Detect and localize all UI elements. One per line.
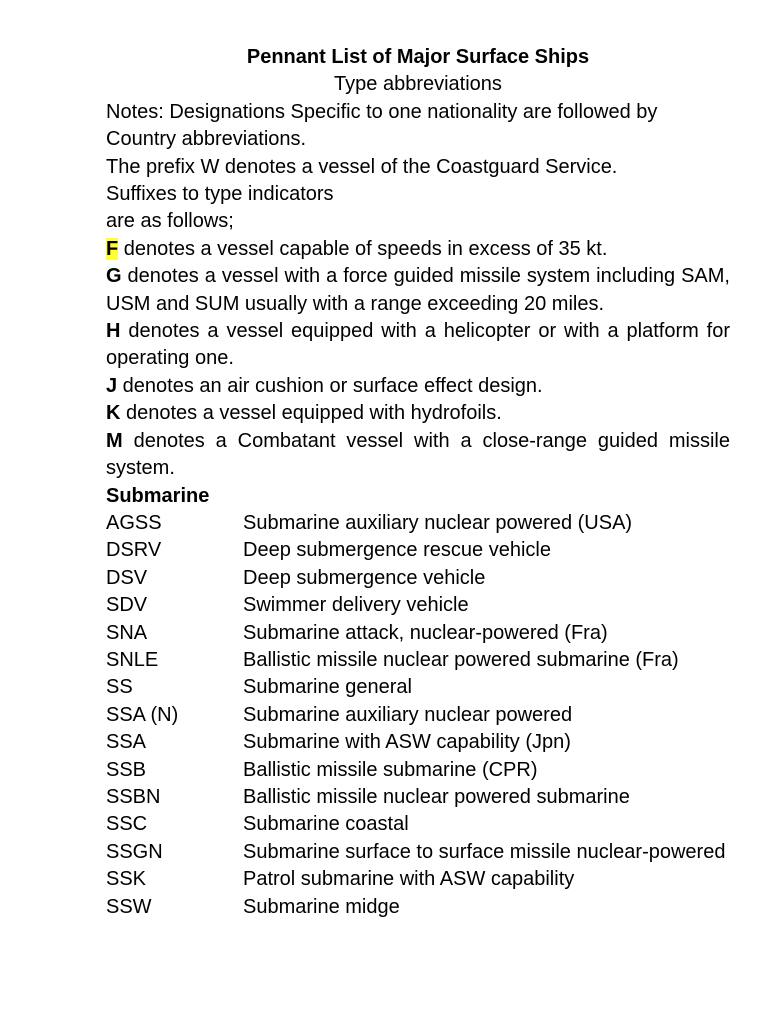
suffix-text: denotes a Combatant vessel with a close-range guided missile system. xyxy=(106,429,730,480)
list-item xyxy=(106,702,730,729)
type-description: Deep submergence vehicle xyxy=(243,566,486,589)
type-code: DSRV xyxy=(106,539,162,562)
type-description: Ballistic missile nuclear powered submarine (Fra) xyxy=(243,648,679,671)
suffix-letter: H xyxy=(106,320,121,343)
list-item xyxy=(106,674,730,701)
list-item xyxy=(106,647,730,674)
list-item xyxy=(106,757,730,784)
list-item xyxy=(106,811,730,838)
suffix-letter: K xyxy=(106,402,121,425)
type-description: Submarine with ASW capability (Jpn) xyxy=(243,731,571,754)
suffix-letter: J xyxy=(106,374,118,397)
list-item xyxy=(106,894,730,921)
type-description: Ballistic missile submarine (CPR) xyxy=(243,758,538,781)
suffix-item-k xyxy=(106,400,730,427)
list-item xyxy=(106,565,730,592)
type-description: Submarine surface to surface missile nuclear-powered xyxy=(243,840,726,863)
section-heading-submarine: Submarine xyxy=(106,484,210,507)
type-code: SNA xyxy=(106,621,148,644)
type-code: SSW xyxy=(106,895,152,918)
type-description: Submarine auxiliary nuclear powered (USA) xyxy=(243,511,633,534)
list-item xyxy=(106,537,730,564)
suffix-text: denotes an air cushion or surface effect design. xyxy=(117,374,543,397)
type-description: Submarine auxiliary nuclear powered xyxy=(243,703,573,726)
document-title: Pennant List of Major Surface Ships xyxy=(246,46,590,68)
type-description: Patrol submarine with ASW capability xyxy=(243,868,575,891)
type-description: Ballistic missile nuclear powered submarine xyxy=(243,785,630,808)
suffix-item-f xyxy=(106,236,730,263)
type-code: SNLE xyxy=(106,648,159,671)
type-code: DSV xyxy=(106,566,148,589)
type-code: SSA xyxy=(106,731,147,754)
type-description: Submarine coastal xyxy=(243,813,409,836)
suffix-text: denotes a vessel equipped with hydrofoils. xyxy=(120,402,502,425)
suffix-letter: G xyxy=(106,265,122,288)
type-code: AGSS xyxy=(106,511,162,534)
type-code: SSBN xyxy=(106,785,161,808)
list-item xyxy=(106,510,730,537)
suffix-text: denotes a vessel with a force guided missile system including SAM, USM and SUM usually with a range exceeding 20 miles. xyxy=(106,265,730,315)
type-code: SS xyxy=(106,676,133,699)
document-content xyxy=(106,44,730,921)
note-paragraph: Suffixes to type indicators xyxy=(106,183,334,206)
list-item xyxy=(106,839,730,866)
suffix-item-g xyxy=(106,263,730,318)
note-paragraph: are as follows; xyxy=(106,210,234,233)
suffix-item-j xyxy=(106,373,730,400)
type-description: Deep submergence rescue vehicle xyxy=(243,539,551,562)
note-paragraph: Notes: Designations Specific to one nationality are followed by Country abbreviations. xyxy=(106,100,658,151)
suffix-text: denotes a vessel equipped with a helicopter or with a platform for operating one. xyxy=(106,320,730,370)
type-code: SSA (N) xyxy=(106,703,179,726)
type-code: SSK xyxy=(106,868,147,891)
suffix-item-h xyxy=(106,318,730,373)
type-code: SSC xyxy=(106,813,148,836)
suffix-item-m xyxy=(106,428,730,483)
list-item xyxy=(106,784,730,811)
type-description: Submarine attack, nuclear-powered (Fra) xyxy=(243,621,608,644)
suffix-letter: M xyxy=(106,429,123,452)
list-item xyxy=(106,620,730,647)
list-item xyxy=(106,592,730,619)
note-paragraph: The prefix W denotes a vessel of the Coastguard Service. xyxy=(106,155,618,178)
type-code: SSB xyxy=(106,758,147,781)
type-code: SDV xyxy=(106,594,148,617)
type-description: Submarine midge xyxy=(243,895,400,918)
suffix-text: denotes a vessel capable of speeds in excess of 35 kt. xyxy=(118,237,608,260)
list-item xyxy=(106,729,730,756)
type-code: SSGN xyxy=(106,840,163,863)
document-subtitle: Type abbreviations xyxy=(334,73,502,96)
type-description: Swimmer delivery vehicle xyxy=(243,594,469,617)
type-description: Submarine general xyxy=(243,676,412,699)
submarine-abbreviation-list xyxy=(106,510,730,921)
list-item xyxy=(106,866,730,893)
suffix-letter: F xyxy=(106,237,119,260)
